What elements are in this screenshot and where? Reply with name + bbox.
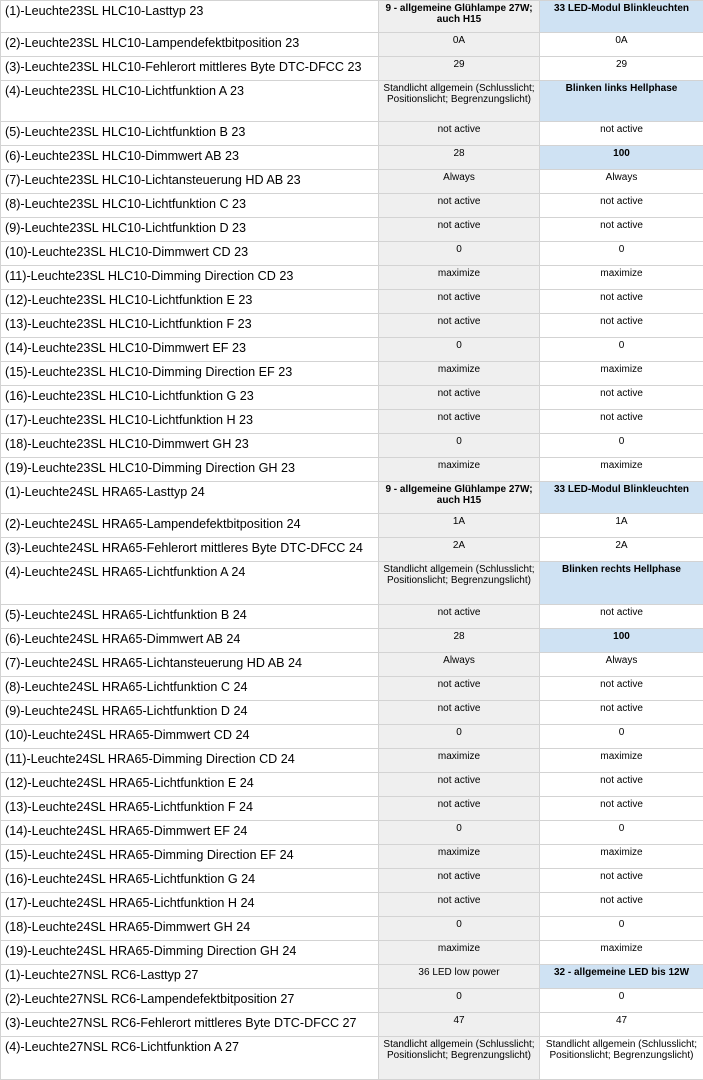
parameter-name-cell: (15)-Leuchte23SL HLC10-Dimming Direction EF 23 [1, 362, 379, 386]
parameter-name-cell: (3)-Leuchte23SL HLC10-Fehlerort mittleres Byte DTC-DFCC 23 [1, 57, 379, 81]
parameter-name-cell: (10)-Leuchte24SL HRA65-Dimmwert CD 24 [1, 725, 379, 749]
parameter-name-cell: (2)-Leuchte23SL HLC10-Lampendefektbitposition 23 [1, 33, 379, 57]
original-value-cell: not active [379, 194, 540, 218]
new-value-cell: maximize [540, 845, 703, 869]
new-value-cell: maximize [540, 362, 703, 386]
original-value-cell: 0 [379, 242, 540, 266]
coding-table-body [1, 1, 703, 1080]
new-value-cell: 0 [540, 242, 703, 266]
table-row[interactable] [1, 266, 703, 290]
new-value-cell: not active [540, 314, 703, 338]
new-value-cell: not active [540, 677, 703, 701]
parameter-name-cell: (7)-Leuchte23SL HLC10-Lichtansteuerung HD AB 23 [1, 170, 379, 194]
table-row[interactable] [1, 146, 703, 170]
parameter-name-cell: (15)-Leuchte24SL HRA65-Dimming Direction EF 24 [1, 845, 379, 869]
parameter-name-cell: (8)-Leuchte23SL HLC10-Lichtfunktion C 23 [1, 194, 379, 218]
new-value-cell: 0 [540, 338, 703, 362]
table-row[interactable] [1, 821, 703, 845]
table-row[interactable] [1, 941, 703, 965]
original-value-cell: maximize [379, 845, 540, 869]
table-row[interactable] [1, 893, 703, 917]
new-value-cell: not active [540, 701, 703, 725]
original-value-cell: Standlicht allgemein (Schlusslicht; Positionslicht; Begrenzungslicht) [379, 81, 540, 122]
original-value-cell: 29 [379, 57, 540, 81]
parameter-name-cell: (2)-Leuchte27NSL RC6-Lampendefektbitposition 27 [1, 989, 379, 1013]
new-value-cell: Blinken rechts Hellphase [540, 562, 703, 605]
original-value-cell: 1A [379, 514, 540, 538]
original-value-cell: maximize [379, 266, 540, 290]
original-value-cell: maximize [379, 458, 540, 482]
parameter-name-cell: (18)-Leuchte23SL HLC10-Dimmwert GH 23 [1, 434, 379, 458]
parameter-name-cell: (1)-Leuchte24SL HRA65-Lasttyp 24 [1, 482, 379, 514]
table-row[interactable] [1, 965, 703, 989]
original-value-cell: 2A [379, 538, 540, 562]
new-value-cell: not active [540, 410, 703, 434]
new-value-cell: 0 [540, 434, 703, 458]
new-value-cell: 0 [540, 917, 703, 941]
parameter-name-cell: (11)-Leuchte24SL HRA65-Dimming Direction CD 24 [1, 749, 379, 773]
new-value-cell: not active [540, 869, 703, 893]
parameter-name-cell: (4)-Leuchte27NSL RC6-Lichtfunktion A 27 [1, 1037, 379, 1080]
table-row[interactable] [1, 749, 703, 773]
table-row[interactable] [1, 1, 703, 33]
parameter-name-cell: (12)-Leuchte23SL HLC10-Lichtfunktion E 23 [1, 290, 379, 314]
new-value-cell: Standlicht allgemein (Schlusslicht; Positionslicht; Begrenzungslicht) [540, 1037, 703, 1080]
table-row[interactable] [1, 81, 703, 122]
parameter-name-cell: (8)-Leuchte24SL HRA65-Lichtfunktion C 24 [1, 677, 379, 701]
new-value-cell: 32 - allgemeine LED bis 12W [540, 965, 703, 989]
parameter-name-cell: (4)-Leuchte23SL HLC10-Lichtfunktion A 23 [1, 81, 379, 122]
parameter-name-cell: (17)-Leuchte24SL HRA65-Lichtfunktion H 24 [1, 893, 379, 917]
original-value-cell: not active [379, 290, 540, 314]
parameter-name-cell: (1)-Leuchte27NSL RC6-Lasttyp 27 [1, 965, 379, 989]
parameter-name-cell: (6)-Leuchte24SL HRA65-Dimmwert AB 24 [1, 629, 379, 653]
parameter-name-cell: (4)-Leuchte24SL HRA65-Lichtfunktion A 24 [1, 562, 379, 605]
parameter-name-cell: (12)-Leuchte24SL HRA65-Lichtfunktion E 24 [1, 773, 379, 797]
original-value-cell: not active [379, 122, 540, 146]
new-value-cell: 47 [540, 1013, 703, 1037]
table-row[interactable] [1, 917, 703, 941]
original-value-cell: Always [379, 653, 540, 677]
original-value-cell: not active [379, 605, 540, 629]
parameter-name-cell: (19)-Leuchte23SL HLC10-Dimming Direction GH 23 [1, 458, 379, 482]
parameter-name-cell: (11)-Leuchte23SL HLC10-Dimming Direction CD 23 [1, 266, 379, 290]
new-value-cell: 0 [540, 821, 703, 845]
table-row[interactable] [1, 242, 703, 266]
original-value-cell: not active [379, 314, 540, 338]
parameter-name-cell: (14)-Leuchte24SL HRA65-Dimmwert EF 24 [1, 821, 379, 845]
parameter-name-cell: (3)-Leuchte24SL HRA65-Fehlerort mittleres Byte DTC-DFCC 24 [1, 538, 379, 562]
table-row[interactable] [1, 797, 703, 821]
original-value-cell: 0 [379, 725, 540, 749]
table-row[interactable] [1, 458, 703, 482]
table-row[interactable] [1, 218, 703, 242]
new-value-cell: not active [540, 218, 703, 242]
new-value-cell: maximize [540, 941, 703, 965]
original-value-cell: 0 [379, 917, 540, 941]
new-value-cell: 100 [540, 629, 703, 653]
new-value-cell: Blinken links Hellphase [540, 81, 703, 122]
original-value-cell: 9 - allgemeine Glühlampe 27W; auch H15 [379, 482, 540, 514]
table-row[interactable] [1, 362, 703, 386]
new-value-cell: maximize [540, 266, 703, 290]
original-value-cell: 47 [379, 1013, 540, 1037]
parameter-name-cell: (18)-Leuchte24SL HRA65-Dimmwert GH 24 [1, 917, 379, 941]
original-value-cell: not active [379, 677, 540, 701]
parameter-name-cell: (10)-Leuchte23SL HLC10-Dimmwert CD 23 [1, 242, 379, 266]
new-value-cell: maximize [540, 749, 703, 773]
new-value-cell: 33 LED-Modul Blinkleuchten [540, 1, 703, 33]
table-row[interactable] [1, 290, 703, 314]
parameter-name-cell: (7)-Leuchte24SL HRA65-Lichtansteuerung HD AB 24 [1, 653, 379, 677]
table-row[interactable] [1, 33, 703, 57]
new-value-cell: Always [540, 170, 703, 194]
table-row[interactable] [1, 629, 703, 653]
original-value-cell: 28 [379, 146, 540, 170]
table-row[interactable] [1, 869, 703, 893]
original-value-cell: 0A [379, 33, 540, 57]
parameter-name-cell: (17)-Leuchte23SL HLC10-Lichtfunktion H 23 [1, 410, 379, 434]
table-row[interactable] [1, 338, 703, 362]
new-value-cell: not active [540, 290, 703, 314]
original-value-cell: not active [379, 218, 540, 242]
original-value-cell: 0 [379, 338, 540, 362]
table-row[interactable] [1, 410, 703, 434]
original-value-cell: maximize [379, 749, 540, 773]
new-value-cell: not active [540, 893, 703, 917]
table-row[interactable] [1, 701, 703, 725]
parameter-name-cell: (9)-Leuchte24SL HRA65-Lichtfunktion D 24 [1, 701, 379, 725]
original-value-cell: maximize [379, 362, 540, 386]
original-value-cell: not active [379, 701, 540, 725]
parameter-name-cell: (2)-Leuchte24SL HRA65-Lampendefektbitposition 24 [1, 514, 379, 538]
parameter-name-cell: (1)-Leuchte23SL HLC10-Lasttyp 23 [1, 1, 379, 33]
new-value-cell: 0 [540, 989, 703, 1013]
original-value-cell: maximize [379, 941, 540, 965]
parameter-name-cell: (16)-Leuchte23SL HLC10-Lichtfunktion G 23 [1, 386, 379, 410]
new-value-cell: 29 [540, 57, 703, 81]
table-row[interactable] [1, 386, 703, 410]
original-value-cell: 0 [379, 434, 540, 458]
table-row[interactable] [1, 434, 703, 458]
new-value-cell: 2A [540, 538, 703, 562]
parameter-name-cell: (9)-Leuchte23SL HLC10-Lichtfunktion D 23 [1, 218, 379, 242]
new-value-cell: 33 LED-Modul Blinkleuchten [540, 482, 703, 514]
table-row[interactable] [1, 989, 703, 1013]
table-row[interactable] [1, 845, 703, 869]
new-value-cell: not active [540, 797, 703, 821]
original-value-cell: not active [379, 869, 540, 893]
original-value-cell: Standlicht allgemein (Schlusslicht; Positionslicht; Begrenzungslicht) [379, 562, 540, 605]
parameter-name-cell: (6)-Leuchte23SL HLC10-Dimmwert AB 23 [1, 146, 379, 170]
original-value-cell: not active [379, 386, 540, 410]
new-value-cell: maximize [540, 458, 703, 482]
table-row[interactable] [1, 725, 703, 749]
new-value-cell: 100 [540, 146, 703, 170]
new-value-cell: not active [540, 386, 703, 410]
table-row[interactable] [1, 194, 703, 218]
table-row[interactable] [1, 314, 703, 338]
parameter-name-cell: (13)-Leuchte23SL HLC10-Lichtfunktion F 23 [1, 314, 379, 338]
new-value-cell: not active [540, 773, 703, 797]
new-value-cell: 1A [540, 514, 703, 538]
original-value-cell: not active [379, 773, 540, 797]
table-row[interactable] [1, 677, 703, 701]
original-value-cell: not active [379, 410, 540, 434]
table-row[interactable] [1, 562, 703, 605]
table-row[interactable] [1, 57, 703, 81]
table-row[interactable] [1, 653, 703, 677]
table-row[interactable] [1, 773, 703, 797]
table-row[interactable] [1, 170, 703, 194]
parameter-name-cell: (13)-Leuchte24SL HRA65-Lichtfunktion F 24 [1, 797, 379, 821]
new-value-cell: not active [540, 122, 703, 146]
original-value-cell: not active [379, 797, 540, 821]
original-value-cell: Always [379, 170, 540, 194]
parameter-name-cell: (5)-Leuchte24SL HRA65-Lichtfunktion B 24 [1, 605, 379, 629]
table-row[interactable] [1, 482, 703, 514]
table-row[interactable] [1, 122, 703, 146]
table-row[interactable] [1, 605, 703, 629]
parameter-name-cell: (3)-Leuchte27NSL RC6-Fehlerort mittleres Byte DTC-DFCC 27 [1, 1013, 379, 1037]
parameter-name-cell: (16)-Leuchte24SL HRA65-Lichtfunktion G 24 [1, 869, 379, 893]
parameter-name-cell: (14)-Leuchte23SL HLC10-Dimmwert EF 23 [1, 338, 379, 362]
new-value-cell: not active [540, 605, 703, 629]
new-value-cell: Always [540, 653, 703, 677]
table-row[interactable] [1, 538, 703, 562]
parameter-name-cell: (19)-Leuchte24SL HRA65-Dimming Direction GH 24 [1, 941, 379, 965]
new-value-cell: 0A [540, 33, 703, 57]
original-value-cell: not active [379, 893, 540, 917]
table-row[interactable] [1, 1013, 703, 1037]
original-value-cell: 36 LED low power [379, 965, 540, 989]
table-row[interactable] [1, 1037, 703, 1080]
original-value-cell: 0 [379, 821, 540, 845]
original-value-cell: 9 - allgemeine Glühlampe 27W; auch H15 [379, 1, 540, 33]
original-value-cell: 0 [379, 989, 540, 1013]
parameter-name-cell: (5)-Leuchte23SL HLC10-Lichtfunktion B 23 [1, 122, 379, 146]
original-value-cell: 28 [379, 629, 540, 653]
table-row[interactable] [1, 514, 703, 538]
new-value-cell: 0 [540, 725, 703, 749]
new-value-cell: not active [540, 194, 703, 218]
original-value-cell: Standlicht allgemein (Schlusslicht; Positionslicht; Begrenzungslicht) [379, 1037, 540, 1080]
